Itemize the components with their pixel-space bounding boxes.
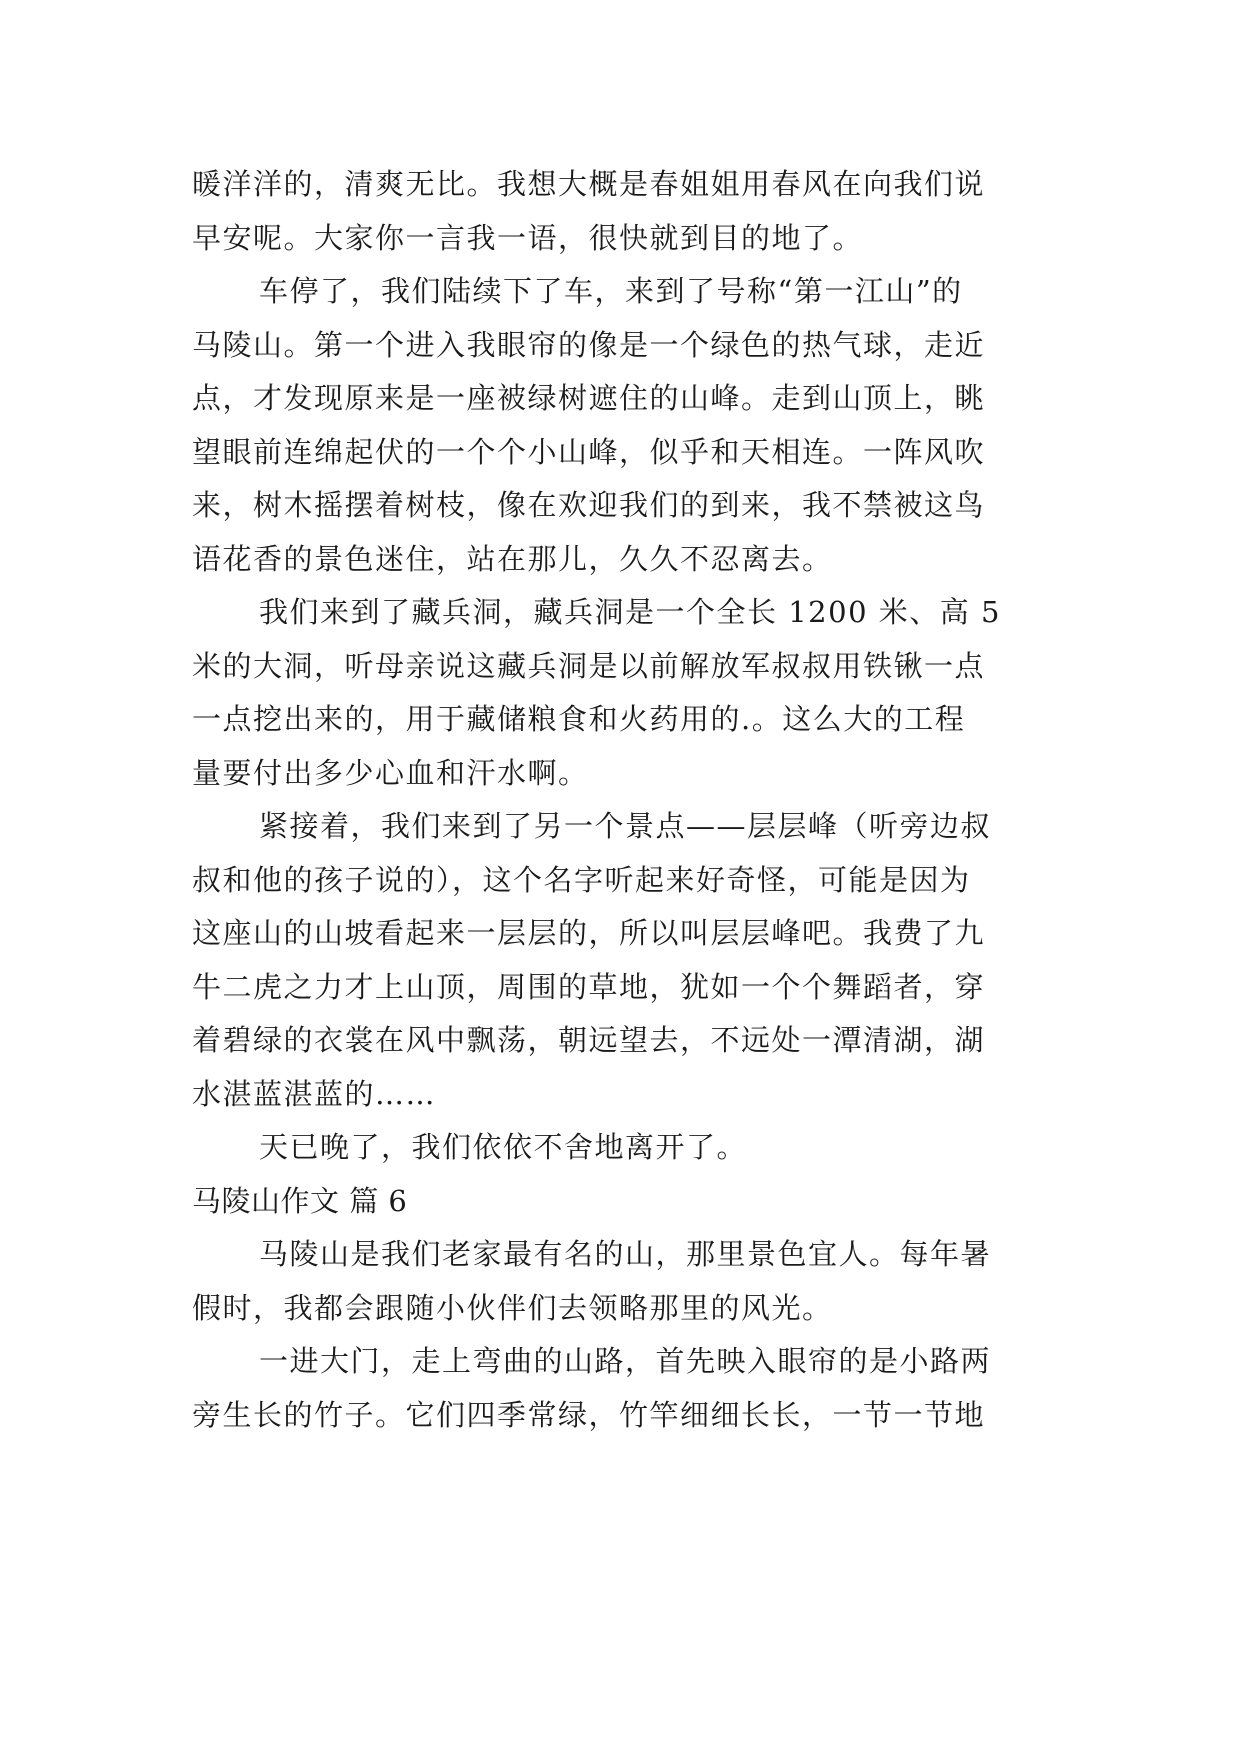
text-line: 我们来到了藏兵洞，藏兵洞是一个全长 1200 米、高 5 bbox=[259, 595, 1001, 629]
text-line: 来，树木摇摆着树枝，像在欢迎我们的到来，我不禁被这鸟 bbox=[192, 488, 986, 522]
text-line: 一进大门，走上弯曲的山路，首先映入眼帘的是小路两 bbox=[259, 1344, 992, 1378]
text-line: 暖洋洋的，清爽无比。我想大概是春姐姐用春风在向我们说 bbox=[192, 167, 986, 201]
text-line: 量要付出多少心血和汗水啊。 bbox=[192, 755, 589, 790]
section-heading: 马陵山作文 篇 6 bbox=[192, 1183, 408, 1218]
text-line: 水湛蓝湛蓝的…… bbox=[192, 1076, 437, 1111]
text-line: 紧接着，我们来到了另一个景点——层层峰（听旁边叔 bbox=[259, 809, 992, 843]
text-line: 语花香的景色迷住，站在那儿，久久不忍离去。 bbox=[192, 541, 833, 576]
text-line: 点，才发现原来是一座被绿树遮住的山峰。走到山顶上，眺 bbox=[192, 381, 986, 415]
text-line: 天已晚了，我们依依不舍地离开了。 bbox=[259, 1130, 748, 1164]
text-line: 望眼前连绵起伏的一个个小山峰，似乎和天相连。一阵风吹 bbox=[192, 434, 986, 469]
text-line: 假时，我都会跟随小伙伴们去领略那里的风光。 bbox=[192, 1290, 833, 1325]
text-line: 叔和他的孩子说的），这个名字听起来好奇怪，可能是因为 bbox=[192, 862, 971, 897]
text-line: 米的大洞，听母亲说这藏兵洞是以前解放军叔叔用铁锹一点 bbox=[192, 648, 986, 683]
text-line: 旁生长的竹子。它们四季常绿，竹竿细细长长，一节一节地 bbox=[192, 1397, 986, 1432]
text-line: 这座山的山坡看起来一层层的，所以叫层层峰吧。我费了九 bbox=[192, 916, 986, 950]
text-line: 马陵山。第一个进入我眼帘的像是一个绿色的热气球，走近 bbox=[192, 327, 986, 362]
text-line: 着碧绿的衣裳在风中飘荡，朝远望去，不远处一潭清湖，湖 bbox=[192, 1023, 986, 1057]
text-line: 早安呢。大家你一言我一语，很快就到目的地了。 bbox=[192, 220, 864, 255]
text-line: 车停了，我们陆续下了车，来到了号称“第一江山”的 bbox=[259, 274, 963, 308]
text-line: 一点挖出来的，用于藏储粮食和火药用的.。这么大的工程 bbox=[192, 702, 966, 736]
document-body bbox=[192, 158, 1052, 1442]
text-line: 牛二虎之力才上山顶，周围的草地，犹如一个个舞蹈者，穿 bbox=[192, 969, 986, 1004]
text-line: 马陵山是我们老家最有名的山，那里景色宜人。每年暑 bbox=[259, 1237, 992, 1271]
